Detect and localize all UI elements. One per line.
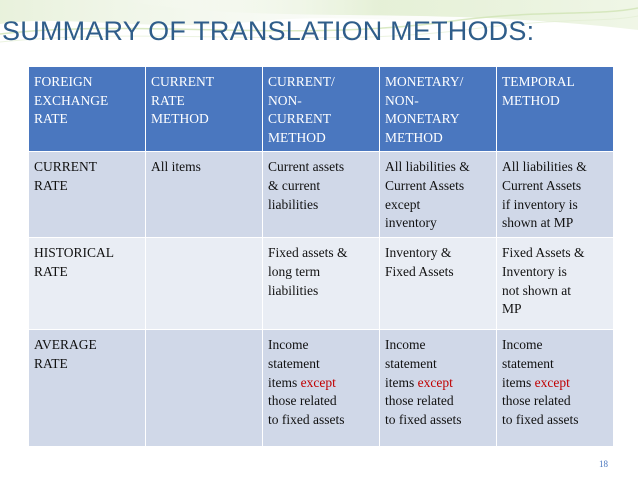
table-cell	[263, 330, 380, 447]
cell-line: Inventory &	[385, 245, 452, 261]
cell-line: & current	[268, 177, 321, 193]
cell-line: Income	[268, 337, 309, 353]
rate-label-cell	[29, 330, 146, 447]
cell-line: All liabilities &	[502, 159, 587, 175]
table-cell	[380, 152, 497, 238]
cell-line: CURRENT	[34, 159, 98, 175]
cell-line: liabilities	[268, 282, 319, 298]
header-current-rate-method	[146, 67, 263, 152]
cell-line: long term	[268, 263, 321, 279]
cell-line: statement	[502, 355, 554, 371]
table-cell	[380, 238, 497, 330]
cell-line: inventory	[385, 215, 437, 231]
table-row	[29, 152, 614, 238]
rate-label-cell	[29, 152, 146, 238]
rate-label-cell	[29, 238, 146, 330]
cell-line: NON-	[385, 92, 419, 108]
cell-line: METHOD	[151, 111, 209, 127]
cell-line: Fixed assets &	[268, 245, 348, 261]
header-temporal-method	[497, 67, 614, 152]
cell-line: items	[268, 374, 301, 390]
cell-line: AVERAGE	[34, 337, 97, 353]
cell-line: to fixed assets	[502, 411, 579, 427]
cell-line: CURRENT	[268, 111, 332, 127]
cell-line: to fixed assets	[385, 411, 462, 427]
cell-line: RATE	[34, 355, 68, 371]
cell-line: Fixed Assets	[385, 263, 454, 279]
table-cell	[380, 330, 497, 447]
cell-line: those related	[268, 393, 337, 409]
header-current-noncurrent-method	[263, 67, 380, 152]
header-monetary-nonmonetary-method	[380, 67, 497, 152]
table-cell	[497, 152, 614, 238]
table-row	[29, 330, 614, 447]
cell-line: Current Assets	[385, 177, 465, 193]
cell-line: NON-	[268, 92, 302, 108]
cell-line: Inventory is	[502, 263, 567, 279]
cell-line: Income	[502, 337, 543, 353]
cell-line: RATE	[34, 263, 68, 279]
cell-line: RATE	[151, 92, 185, 108]
cell-line: those related	[502, 393, 571, 409]
table-cell	[146, 152, 263, 238]
table-cell	[263, 152, 380, 238]
cell-line: METHOD	[385, 129, 443, 145]
cell-line: except	[385, 196, 421, 212]
cell-line: Income	[385, 337, 426, 353]
cell-line: shown at MP	[502, 215, 574, 231]
cell-line: All liabilities &	[385, 159, 470, 175]
cell-line: METHOD	[502, 92, 560, 108]
table-cell	[146, 238, 263, 330]
cell-line: FOREIGN	[34, 74, 93, 89]
cell-line: statement	[385, 355, 437, 371]
cell-line: liabilities	[268, 196, 319, 212]
page-number: 18	[599, 459, 608, 469]
cell-line: EXCHANGE	[34, 92, 109, 108]
cell-line: MONETARY/	[385, 74, 464, 89]
cell-line: TEMPORAL	[502, 74, 575, 89]
table-cell	[497, 330, 614, 447]
cell-line: MONETARY	[385, 111, 460, 127]
except-highlight: except	[534, 374, 570, 390]
except-highlight: except	[300, 374, 336, 390]
table-header-row	[29, 67, 614, 152]
table-cell	[146, 330, 263, 447]
cell-line: items	[385, 374, 418, 390]
cell-line: METHOD	[268, 129, 326, 145]
table-cell	[263, 238, 380, 330]
cell-line: RATE	[34, 177, 68, 193]
cell-line: CURRENT	[151, 74, 215, 89]
cell-line: HISTORICAL	[34, 245, 115, 261]
cell-line: RATE	[34, 111, 68, 127]
cell-line: MP	[502, 301, 522, 317]
translation-methods-table	[28, 66, 614, 447]
table-row	[29, 238, 614, 330]
cell-line: items	[502, 374, 535, 390]
cell-line: Current assets	[268, 159, 345, 175]
cell-line: All items	[151, 159, 201, 175]
header-foreign-exchange-rate	[29, 67, 146, 152]
cell-line: if inventory is	[502, 196, 578, 212]
cell-line: CURRENT/	[268, 74, 335, 89]
cell-line: to fixed assets	[268, 411, 345, 427]
table-body	[29, 152, 614, 447]
cell-line: Current Assets	[502, 177, 582, 193]
except-highlight: except	[417, 374, 453, 390]
table-cell	[497, 238, 614, 330]
cell-line: Fixed Assets &	[502, 245, 585, 261]
cell-line: not shown at	[502, 282, 571, 298]
cell-line: those related	[385, 393, 454, 409]
slide-title: SUMMARY OF TRANSLATION METHODS:	[2, 16, 535, 46]
cell-line: statement	[268, 355, 320, 371]
